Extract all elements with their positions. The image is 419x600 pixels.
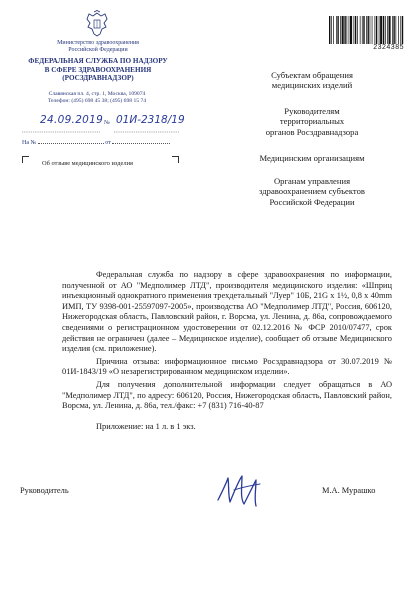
barcode-bar: [393, 16, 394, 44]
signer-title: Руководитель: [20, 486, 69, 495]
barcode-bar: [372, 16, 373, 44]
barcode-bar: [344, 16, 345, 44]
barcode-bar: [355, 16, 356, 44]
recipient-block: Субъектам обращения медицинских изделий: [271, 70, 353, 91]
barcode-bar: [376, 16, 377, 44]
body-paragraph: Для получения дополнительной информации следует обращаться в АО "Медполимер ЛТД", по адресу: 606120, Россия, Нижегородская область, Павловский район, Ворсма, ул. Ленина, д. 86а, тел./факс: +7 (831) 716-40-87: [62, 379, 392, 411]
barcode-bar: [398, 16, 399, 44]
barcode-bar: [368, 16, 369, 44]
recipient-block: Медицинским организациям: [259, 153, 365, 163]
service-address: Славянская пл. 4, стр. 1, Москва, 109074 Телефон: (495) 698 45 38; (495) 698 15 74: [47, 91, 147, 104]
barcode-bar: [360, 16, 361, 44]
barcode-bar: [362, 16, 363, 44]
barcode-bar: [389, 16, 391, 44]
barcode-bar: [375, 16, 376, 44]
attachment-note: Приложение: на 1 л. в 1 экз.: [96, 421, 196, 431]
barcode-bar: [354, 16, 355, 44]
barcode-bar: [333, 16, 334, 44]
barcode-bar: [385, 16, 386, 44]
barcode-bar: [366, 16, 367, 44]
body-paragraph: Причина отзыва: информационное письмо Росздравнадзора от 30.07.2019 № 01И-1843/19 «О незарегистрированном медицинском изделии».: [62, 356, 392, 377]
service-name: ФЕДЕРАЛЬНАЯ СЛУЖБА ПО НАДЗОРУ В СФЕРЕ ЗДРАВООХРАНЕНИЯ (РОСЗДРАВНАДЗОР): [28, 57, 168, 82]
recipient-block: Органам управления здравоохранением субъектов Российской Федерации: [259, 176, 365, 207]
body-paragraph: Федеральная служба по надзору в сфере здравоохранения по информации, полученной от АО "Медполимер ЛТД", производителя медицинского изделия: «Шприц инъекционный однократного применения трехдетальный "Луер" 10Б, 21G x 1½, 0,8 x 40mm ИМП, ТУ 9398-001-25597097-2005», производства АО "Медполимер ЛТД", Россия, 606120, Нижегородская область, Павловский район, г. Ворсма, ул. Ленина, д. 86а, сопровождаемого сведениями о регистрационном удостоверении от 02.12.2016 № ФСР 2010/07477, срок действия не ограничен (далее – Медицинское изделие), сообщает об отзыве Медицинского изделия (см. приложение).: [62, 270, 392, 354]
barcode-bar: [329, 16, 330, 44]
barcode-bar: [357, 16, 358, 44]
recipient-block: Руководителям территориальных органов Росздравнадзора: [265, 106, 359, 137]
barcode-bar: [370, 16, 371, 44]
barcode-bar: [340, 16, 341, 44]
barcode-bar: [383, 16, 384, 44]
corner-mark: [22, 156, 29, 163]
barcode-bar: [331, 16, 332, 44]
barcode-bar: [387, 16, 388, 44]
barcode-bar: [336, 16, 337, 44]
coat-of-arms-icon: [84, 10, 110, 38]
registration-date: 24.09.2019: [40, 114, 104, 126]
barcode-number: 2324385: [373, 44, 404, 51]
barcode-bar: [392, 16, 393, 44]
reference-row: На № от: [22, 140, 182, 146]
barcode-bar: [402, 16, 403, 44]
ministry-name: Министерство здравоохранения Российской Федерации: [57, 40, 139, 53]
letter-body: [62, 270, 392, 432]
registration-number-label: №: [104, 120, 110, 126]
barcode-bar: [379, 16, 380, 44]
barcode: [328, 16, 404, 44]
signer-name: М.А. Мурашко: [322, 486, 376, 495]
barcode-bar: [396, 16, 397, 44]
barcode-bar: [337, 16, 338, 44]
barcode-bar: [380, 16, 382, 44]
barcode-bar: [350, 16, 352, 44]
handwritten-signature: [212, 470, 276, 510]
barcode-bar: [347, 16, 348, 44]
barcode-bar: [400, 16, 401, 44]
barcode-bar: [342, 16, 344, 44]
registration-number: 01И-2318/19: [116, 114, 185, 126]
document-subject: Об отзыве медицинского изделия: [42, 160, 133, 167]
barcode-bar: [349, 16, 350, 44]
barcode-bar: [363, 16, 364, 44]
